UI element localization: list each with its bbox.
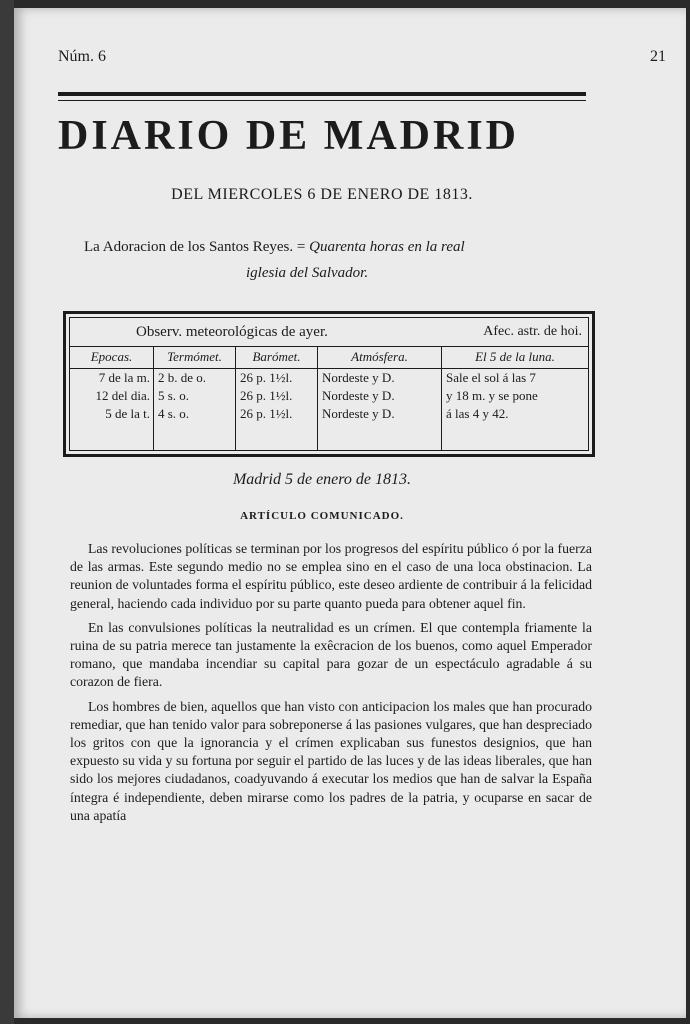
column-header: Atmósfera. xyxy=(318,346,441,369)
article-paragraph: Los hombres de bien, aquellos que han visto con anticipacion los males que han procurado remediar, que han tenido valor para sobreponerse á las pasiones vulgares, que han despreciado los gritos con que la ignorancia y el crímen explicaban sus funestos designios, que han expuesto su vida y su fortuna por seguir el partido de las luces y de las ideas liberales, que han sido los mejores ciudadanos, coadyuvando á executar los medios que han de salvar la España íntegra é independiente, deben mirarse como los padres de la patria, y ocuparse en sacar de una apatía xyxy=(70,698,592,823)
article-dateline: Madrid 5 de enero de 1813. xyxy=(232,471,412,488)
weather-heading-astro: Afec. astr. de hoi. xyxy=(483,324,582,339)
table-cell: Nordeste y D. xyxy=(322,370,395,385)
weather-table-columns xyxy=(70,346,588,450)
weather-heading-observations: Observ. meteorológicas de ayer. xyxy=(136,324,328,340)
column-epocas xyxy=(70,346,154,450)
column-header: Epocas. xyxy=(70,346,153,369)
column-termometro xyxy=(154,346,236,450)
table-cell: 12 del dia. xyxy=(95,388,150,403)
table-cell: á las 4 y 42. xyxy=(446,406,509,421)
table-cell: y 18 m. y se pone xyxy=(446,388,538,403)
article-body xyxy=(70,540,592,831)
article-paragraph: En las convulsiones políticas la neutralidad es un crímen. El que contempla friamente la ruina de su patria merece tan justamente la exêcracion de los buenos, como aquel Emperador romano, que mandaba incendiar su capital para gozar de un espectáculo agradable á su corazon de fiera. xyxy=(70,619,592,690)
feast-saint: La Adoracion de los Santos Reyes. xyxy=(84,239,294,255)
newspaper-page xyxy=(14,8,686,1018)
column-luna xyxy=(442,346,588,450)
table-cell: Nordeste y D. xyxy=(322,406,395,421)
column-atmosfera xyxy=(318,346,442,450)
table-cell: 26 p. 1½l. xyxy=(240,370,293,385)
feast-devotion-1: Quarenta horas en la real xyxy=(309,239,465,255)
book-spine xyxy=(0,0,14,1024)
table-cell: 4 s. o. xyxy=(158,406,190,421)
header-rule-thick xyxy=(58,92,586,96)
weather-table xyxy=(63,311,595,457)
table-cell: 7 de la m. xyxy=(98,370,150,385)
feast-of-day xyxy=(84,234,584,286)
weather-table-inner xyxy=(69,317,589,451)
weather-table-heading xyxy=(70,318,588,347)
header-rule-thin xyxy=(58,100,586,101)
feast-devotion-2: iglesia del Salvador. xyxy=(246,265,369,281)
table-cell: 2 b. de o. xyxy=(158,370,207,385)
table-cell: 26 p. 1½l. xyxy=(240,406,293,421)
column-header: El 5 de la luna. xyxy=(442,346,588,369)
article-paragraph: Las revoluciones políticas se terminan por los progresos del espíritu público ó por la fuerza de las armas. Este segundo medio no se emplea sino en el caso de una loca obstinacion. La reunion de voluntades forma el espíritu público, este deseo ardiente de contribuir á la felicidad general, haciendo cada individuo por su parte quanto pueda para obtener aquel fin. xyxy=(70,541,592,611)
column-header: Barómet. xyxy=(236,346,317,369)
table-cell: 26 p. 1½l. xyxy=(240,388,293,403)
table-cell: 5 de la t. xyxy=(105,406,150,421)
feast-separator: = xyxy=(296,239,306,255)
article-heading: ARTÍCULO COMUNICADO. xyxy=(240,510,404,522)
table-cell: 5 s. o. xyxy=(158,388,190,403)
table-cell: Nordeste y D. xyxy=(322,388,395,403)
issue-number: Núm. 6 xyxy=(58,48,106,65)
issue-date: DEL MIERCOLES 6 DE ENERO DE 1813. xyxy=(171,186,473,203)
column-barometro xyxy=(236,346,318,450)
page-number: 21 xyxy=(650,48,666,65)
masthead-title: DIARIO DE MADRID xyxy=(58,113,520,159)
table-cell: Sale el sol á las 7 xyxy=(446,370,536,385)
column-header: Termómet. xyxy=(154,346,235,369)
